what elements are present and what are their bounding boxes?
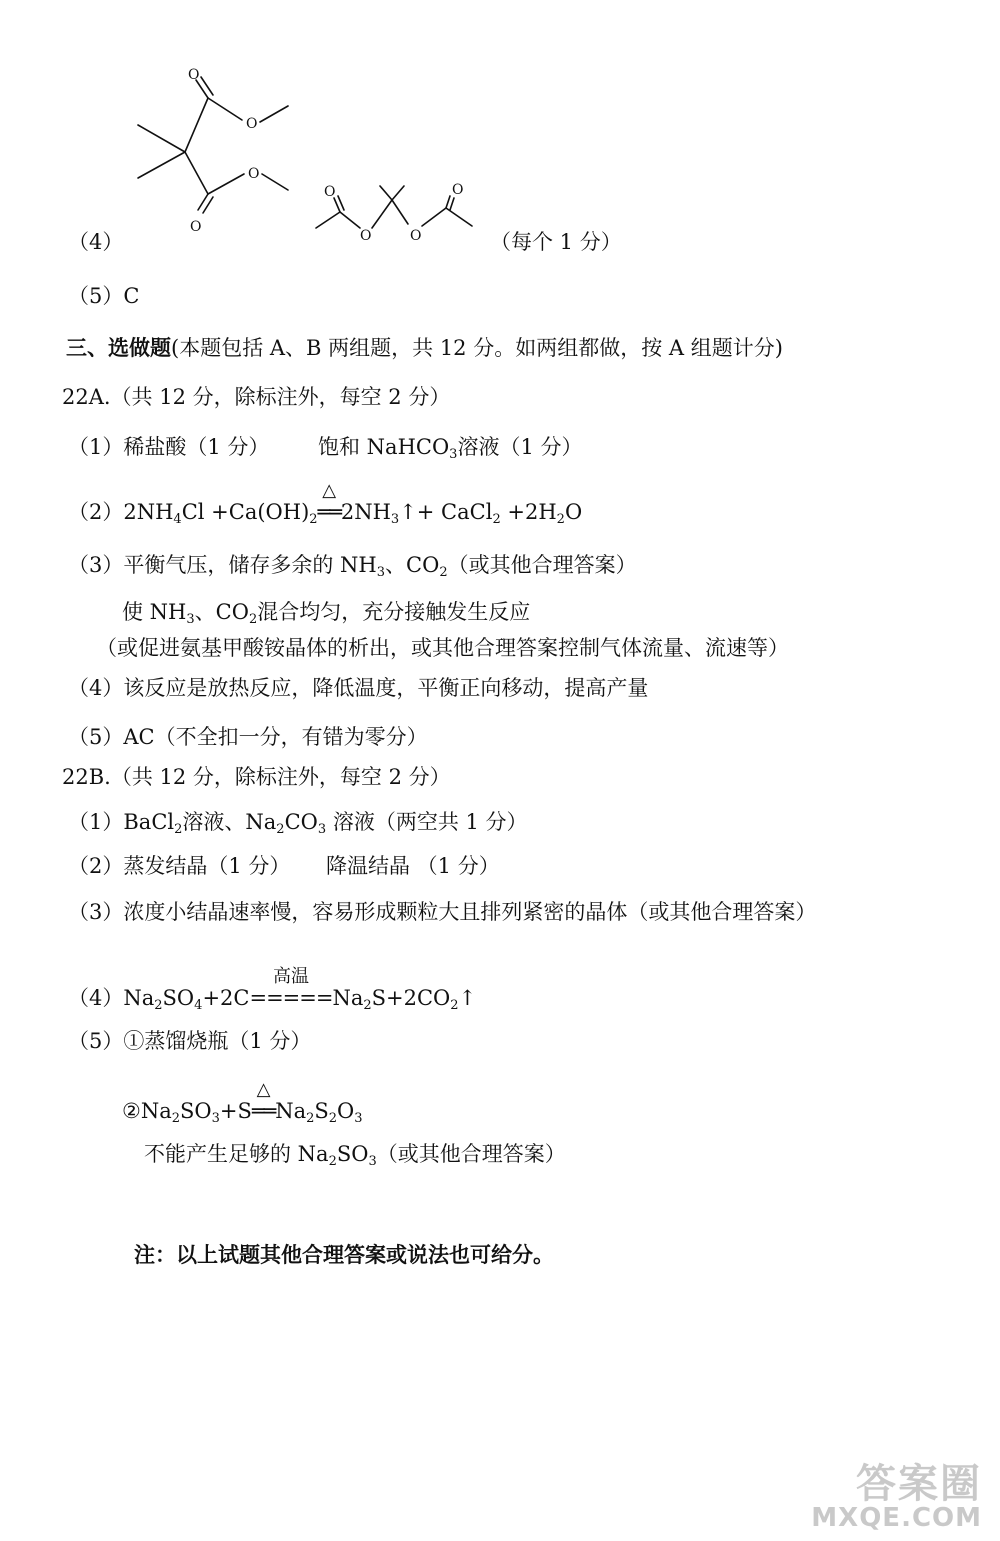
q22b-line5c [144, 1144, 566, 1168]
eq-part: S [314, 1099, 329, 1123]
text-part: CO [284, 810, 318, 834]
subscript: 2 [154, 998, 163, 1013]
equals-sign: ===== [249, 986, 333, 1010]
q22a-line1-b [318, 437, 583, 461]
oxygen-label: O [190, 219, 202, 235]
section3-heading [66, 337, 783, 359]
subscript: 3 [354, 1111, 363, 1126]
eq-part: ↑ [458, 986, 477, 1010]
eq-part: （4）Na [68, 986, 155, 1010]
text-part: （或其他合理答案） [447, 553, 637, 577]
heat-symbol: △ [322, 480, 337, 501]
q22b-line3: （3）浓度小结晶速率慢，容易形成颗粒大且排列紧密的晶体（或其他合理答案） [68, 900, 817, 924]
subscript: 2 [171, 1111, 181, 1126]
q22b-line5b-equation [122, 1079, 363, 1126]
q22a-line3 [68, 555, 637, 579]
eq-part: SO [162, 986, 195, 1010]
q22b-line2 [68, 856, 290, 877]
eq-part: Cl +Ca(OH) [181, 500, 310, 524]
eq-part: +S [219, 1099, 252, 1123]
subscript: 2 [306, 1111, 315, 1126]
subscript: 3 [186, 612, 195, 627]
q22b-line1 [68, 812, 528, 836]
q5-label: （5） [68, 284, 124, 308]
subscript: 3 [376, 565, 386, 580]
equals-sign: ══ [251, 1099, 276, 1123]
eq-part: Na [275, 1099, 307, 1123]
structure-dimethyl-dimethylmalonate [130, 60, 300, 235]
oxygen-label: O [324, 184, 336, 200]
subscript: 3 [368, 1154, 377, 1169]
eq-part: （2）2NH [68, 500, 174, 524]
q22b-header: 22B.（共 12 分，除标注外，每空 2 分） [62, 765, 451, 789]
subscript: 2 [556, 512, 565, 527]
reaction-condition [317, 480, 341, 524]
eq-part: SO [180, 1099, 212, 1123]
eq-part: S+2CO [371, 986, 451, 1010]
text-part: 溶液、Na [182, 810, 277, 834]
q22b-line4-equation [68, 966, 477, 1013]
eq-part: Na [332, 986, 364, 1010]
subscript: 2 [248, 612, 258, 627]
text-part: 溶液（两空共 1 分） [326, 810, 528, 834]
subscript: 2 [363, 998, 372, 1013]
oxygen-label: O [246, 116, 258, 132]
text-part: （2）蒸发结晶（1 分） [68, 854, 291, 878]
oxygen-label: O [452, 182, 464, 198]
subscript: 2 [276, 822, 285, 837]
watermark-site: MXQE.COM [811, 1503, 982, 1534]
eq-part: 2NH [340, 500, 391, 524]
section3-desc: (本题包括 A、B 两组题，共 12 分。如两组都做，按 A 组题计分) [171, 336, 783, 360]
eq-part: O [337, 1099, 355, 1123]
section3-title: 三、选做题 [66, 335, 171, 360]
subscript: 2 [439, 565, 448, 580]
q22a-line3b [122, 602, 530, 626]
eq-part: +2H [500, 500, 557, 524]
reaction-condition [249, 966, 333, 1010]
subscript: 3 [211, 1111, 220, 1126]
oxygen-label: O [188, 67, 200, 83]
subscript: 2 [174, 822, 183, 837]
oxygen-label: O [360, 228, 372, 244]
subscript: 3 [317, 822, 327, 837]
footer-note: 注：以上试题其他合理答案或说法也可给分。 [134, 1243, 554, 1267]
eq-part: O [564, 500, 583, 524]
eq-part: ②Na [122, 1099, 172, 1123]
subscript: 3 [390, 512, 400, 527]
subscript: 4 [173, 512, 182, 527]
q22a-l1-part: （1）稀盐酸（1 分） [68, 435, 270, 459]
heat-symbol: △ [256, 1079, 271, 1100]
subscript: 2 [492, 512, 501, 527]
text-part: 混合均匀，充分接触发生反应 [257, 600, 531, 624]
subscript: 2 [328, 1111, 338, 1126]
watermark-logo [811, 1461, 982, 1534]
q22a-line5: （5）AC（不全扣一分，有错为零分） [68, 725, 428, 749]
q22a-header: 22A.（共 12 分，除标注外，每空 2 分） [62, 385, 451, 409]
q22a-l1-part: 溶液（1 分） [457, 435, 583, 459]
text-part: 使 NH [122, 600, 187, 624]
text-part: （3）平衡气压，储存多余的 NH [68, 553, 377, 577]
q22b-line2-b: 降温结晶 （1 分） [326, 854, 500, 878]
text-part: SO [336, 1142, 369, 1166]
oxygen-label: O [410, 228, 422, 244]
text-part: （1）BaCl [68, 810, 175, 834]
q22a-l1-part: 饱和 NaHCO [318, 435, 450, 459]
eq-part: ↑+ CaCl [399, 500, 493, 524]
q22a-line3c: （或促进氨基甲酸铵晶体的析出，或其他合理答案控制气体流量、流速等） [96, 636, 789, 660]
subscript: 2 [328, 1154, 337, 1169]
text-part: （或其他合理答案） [376, 1142, 566, 1166]
subscript: 4 [194, 998, 203, 1013]
text-part: 不能产生足够的 Na [144, 1142, 329, 1166]
eq-part: +2C [202, 986, 250, 1010]
q4-note: （每个 1 分） [490, 230, 622, 254]
structure-diacetoxypropane [310, 180, 480, 250]
oxygen-label: O [248, 166, 260, 182]
watermark-brand: 答案圈 [856, 1461, 982, 1508]
q22a-line1 [68, 437, 269, 458]
subscript: 3 [449, 447, 458, 462]
equals-sign: ══ [317, 500, 341, 524]
q22a-line4: （4）该反应是放热反应，降低温度，平衡正向移动，提高产量 [68, 676, 649, 700]
q5-answer [68, 286, 139, 307]
reaction-condition [251, 1079, 276, 1123]
text-part: 、CO [385, 553, 440, 577]
high-temp-label: 高温 [272, 966, 309, 987]
q4-label: （4） [68, 230, 124, 254]
subscript: 2 [450, 998, 459, 1013]
text-part: 、CO [194, 600, 249, 624]
subscript: 2 [309, 512, 318, 527]
q5-value: C [123, 284, 140, 308]
q22b-line5: （5）①蒸馏烧瓶（1 分） [68, 1029, 312, 1053]
q22a-line2-equation [68, 480, 583, 527]
